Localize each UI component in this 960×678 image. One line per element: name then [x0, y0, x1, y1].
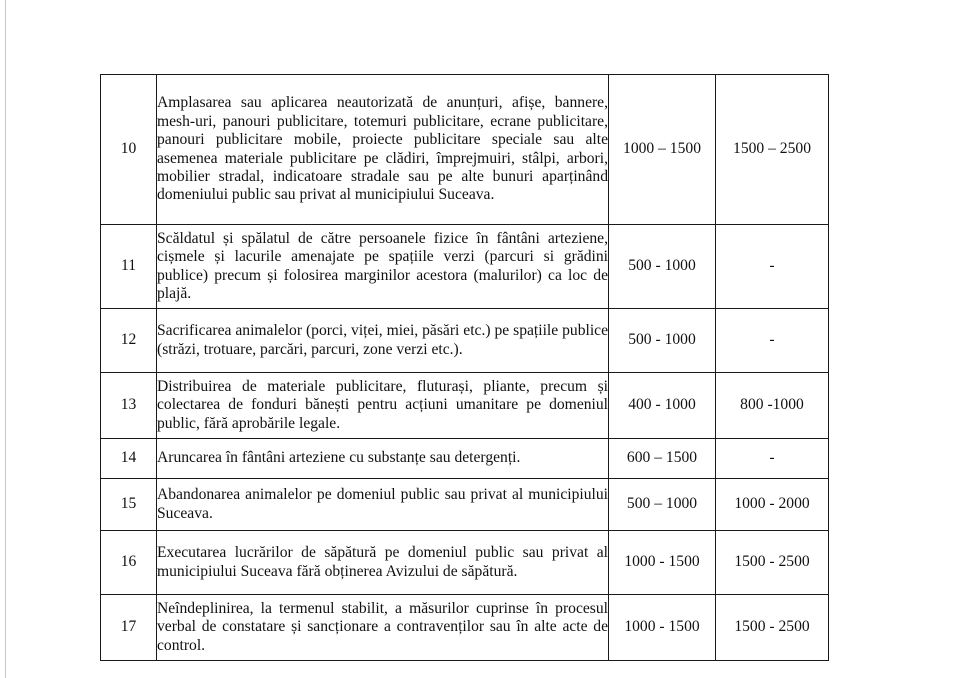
row-description: Neîndeplinirea, la termenul stabilit, a măsurilor cuprinse în procesul verbal de constatare și sancționare a contravenților sau în alte acte de control. [157, 595, 609, 661]
amount-legal-entity: 1500 - 2500 [716, 595, 829, 661]
amount-legal-entity: - [716, 225, 829, 309]
row-number: 10 [101, 75, 157, 225]
row-number: 13 [101, 373, 157, 439]
amount-individual: 500 - 1000 [609, 309, 716, 373]
row-description: Executarea lucrărilor de săpătură pe domeniul public sau privat al municipiului Suceava fără obținerea Avizului de săpătură. [157, 531, 609, 595]
row-number: 16 [101, 531, 157, 595]
amount-legal-entity: - [716, 309, 829, 373]
row-description: Aruncarea în fântâni arteziene cu substanțe sau detergenți. [157, 439, 609, 479]
table-row [101, 531, 829, 595]
table-row [101, 595, 829, 661]
table-row [101, 75, 829, 225]
amount-individual: 600 – 1500 [609, 439, 716, 479]
row-number: 15 [101, 479, 157, 531]
row-description: Distribuirea de materiale publicitare, fluturași, pliante, precum și colectarea de fonduri bănești pentru acțiuni umanitare pe domeniul public, fără aprobările legale. [157, 373, 609, 439]
row-description: Amplasarea sau aplicarea neautorizată de anunțuri, afișe, bannere, mesh-uri, panouri publicitare, totemuri publicitare, ecrane publicitare, panouri publicitare mobile, proiecte publicitare speciale sau alte asemenea materiale publicitare pe clădiri, împrejmuiri, stâlpi, arbori, mobilier stradal, indicatoare stradale sau pe alte bunuri aparținând domeniului public sau privat al municipiului Suceava. [157, 75, 609, 225]
row-number: 12 [101, 309, 157, 373]
amount-legal-entity: - [716, 439, 829, 479]
table-row [101, 439, 829, 479]
row-description: Abandonarea animalelor pe domeniul public sau privat al municipiului Suceava. [157, 479, 609, 531]
amount-individual: 400 - 1000 [609, 373, 716, 439]
table-row [101, 225, 829, 309]
amount-individual: 1000 - 1500 [609, 595, 716, 661]
row-description: Scăldatul și spălatul de către persoanele fizice în fântâni arteziene, cișmele și lacurile amenajate pe spațiile verzi (parcuri si grădini publice) precum și folosirea marginilor acestora (malurilor) ca loc de plajă. [157, 225, 609, 309]
row-number: 14 [101, 439, 157, 479]
amount-individual: 1000 – 1500 [609, 75, 716, 225]
row-description: Sacrificarea animalelor (porci, viței, miei, păsări etc.) pe spațiile publice (străzi, trotuare, parcări, parcuri, zone verzi etc.). [157, 309, 609, 373]
amount-individual: 1000 - 1500 [609, 531, 716, 595]
table-row [101, 479, 829, 531]
amount-legal-entity: 800 -1000 [716, 373, 829, 439]
table-row [101, 373, 829, 439]
amount-legal-entity: 1500 – 2500 [716, 75, 829, 225]
amount-individual: 500 - 1000 [609, 225, 716, 309]
page-edge-line [5, 0, 6, 678]
amount-individual: 500 – 1000 [609, 479, 716, 531]
contraventions-table [100, 74, 829, 661]
row-number: 11 [101, 225, 157, 309]
amount-legal-entity: 1500 - 2500 [716, 531, 829, 595]
amount-legal-entity: 1000 - 2000 [716, 479, 829, 531]
table-row [101, 309, 829, 373]
row-number: 17 [101, 595, 157, 661]
